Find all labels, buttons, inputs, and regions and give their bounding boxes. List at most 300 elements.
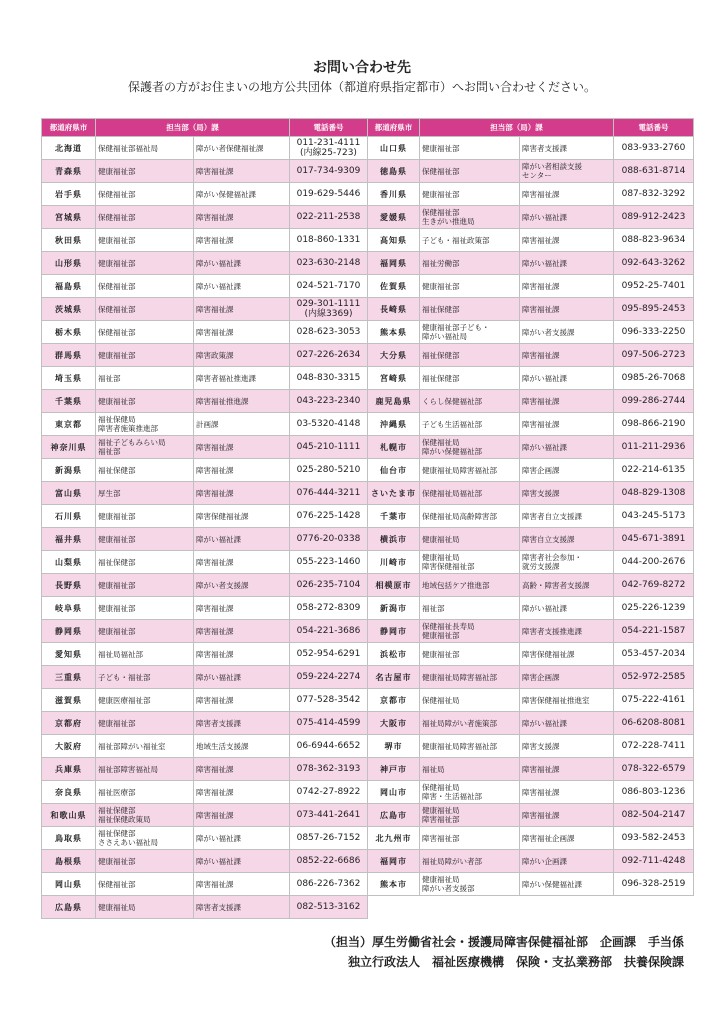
- cell-phone: 059-224-2274: [290, 666, 368, 689]
- cell-phone: 019-629-5446: [290, 183, 368, 206]
- cell-pref: 奈良県: [42, 781, 96, 804]
- empty-cell: [368, 896, 420, 919]
- cell-dept: 保健福祉局 障害・生活福祉部: [420, 781, 520, 804]
- cell-pref: 茨城県: [42, 298, 96, 321]
- cell-phone: 087-832-3292: [614, 183, 694, 206]
- cell-pref: さいたま市: [368, 482, 420, 505]
- table-row: [42, 390, 694, 413]
- header-pref-right: 都道府県市: [368, 119, 420, 137]
- cell-sect: 障害福祉課: [520, 758, 614, 781]
- cell-pref: 群馬県: [42, 344, 96, 367]
- table-row: [42, 896, 694, 919]
- cell-pref: 栃木県: [42, 321, 96, 344]
- cell-dept: 健康福祉部: [96, 850, 194, 873]
- cell-phone: 095-895-2453: [614, 298, 694, 321]
- cell-phone: 0742-27-8922: [290, 781, 368, 804]
- cell-pref: 北海道: [42, 137, 96, 160]
- cell-phone: 053-457-2034: [614, 643, 694, 666]
- cell-dept: くらし保健福祉部: [420, 390, 520, 413]
- cell-dept: 保健福祉部: [96, 873, 194, 896]
- cell-dept: 厚生部: [96, 482, 194, 505]
- cell-pref: 福岡市: [368, 850, 420, 873]
- table-row: [42, 413, 694, 436]
- cell-dept: 保健福祉部: [96, 321, 194, 344]
- table-row: [42, 275, 694, 298]
- cell-phone: 058-272-8309: [290, 597, 368, 620]
- cell-phone: 06-6208-8081: [614, 712, 694, 735]
- cell-pref: 青森県: [42, 160, 96, 183]
- cell-dept: 福祉労働部: [420, 252, 520, 275]
- cell-phone: 043-245-5173: [614, 505, 694, 528]
- cell-sect: 障害政策課: [194, 344, 290, 367]
- cell-phone: 0857-26-7152: [290, 827, 368, 850]
- cell-sect: 障害福祉課: [194, 160, 290, 183]
- cell-sect: 障がい福祉課: [520, 597, 614, 620]
- table-row: [42, 367, 694, 390]
- cell-phone: 075-222-4161: [614, 689, 694, 712]
- cell-pref: 相模原市: [368, 574, 420, 597]
- header-phone-right: 電話番号: [614, 119, 694, 137]
- cell-pref: 兵庫県: [42, 758, 96, 781]
- cell-pref: 岡山市: [368, 781, 420, 804]
- cell-pref: 香川県: [368, 183, 420, 206]
- cell-phone: 093-582-2453: [614, 827, 694, 850]
- cell-sect: 障がい福祉課: [194, 275, 290, 298]
- cell-pref: 埼玉県: [42, 367, 96, 390]
- cell-sect: 障がい福祉課: [520, 252, 614, 275]
- cell-dept: 健康福祉局 障害福祉部: [420, 804, 520, 827]
- cell-pref: 福島県: [42, 275, 96, 298]
- cell-pref: 広島県: [42, 896, 96, 919]
- cell-sect: 障害福祉課: [194, 643, 290, 666]
- table-row: [42, 643, 694, 666]
- cell-phone: 0852-22-6686: [290, 850, 368, 873]
- empty-cell: [614, 896, 694, 919]
- cell-dept: 福祉保健部: [420, 367, 520, 390]
- cell-sect: 障害福祉課: [520, 781, 614, 804]
- cell-phone: 073-441-2641: [290, 804, 368, 827]
- cell-phone: 025-280-5210: [290, 459, 368, 482]
- table-header-row: [42, 119, 694, 137]
- table-row: [42, 574, 694, 597]
- cell-sect: 障害者支援課: [520, 137, 614, 160]
- cell-dept: 福祉部障がい福祉室: [96, 735, 194, 758]
- cell-sect: 障害者支援課: [194, 712, 290, 735]
- cell-phone: 043-223-2340: [290, 390, 368, 413]
- table-row: [42, 298, 694, 321]
- cell-pref: 岡山県: [42, 873, 96, 896]
- cell-phone: 022-214-6135: [614, 459, 694, 482]
- cell-sect: 障害者自立支援課: [520, 505, 614, 528]
- cell-pref: 浜松市: [368, 643, 420, 666]
- cell-dept: 福祉保健部: [420, 344, 520, 367]
- cell-sect: 障害福祉課: [194, 436, 290, 459]
- cell-dept: 保健福祉局: [420, 689, 520, 712]
- cell-phone: 026-235-7104: [290, 574, 368, 597]
- cell-dept: 子ども・福祉政策部: [420, 229, 520, 252]
- cell-dept: 保健福祉部: [420, 160, 520, 183]
- cell-dept: 保健福祉長寿局 健康福祉部: [420, 620, 520, 643]
- cell-sect: 障害福祉企画課: [520, 827, 614, 850]
- cell-pref: 秋田県: [42, 229, 96, 252]
- cell-phone: 098-866-2190: [614, 413, 694, 436]
- cell-sect: 障がい保健福祉課: [520, 873, 614, 896]
- table-row: [42, 482, 694, 505]
- cell-phone: 054-221-1587: [614, 620, 694, 643]
- cell-pref: 富山県: [42, 482, 96, 505]
- cell-sect: 地域生活支援課: [194, 735, 290, 758]
- cell-phone: 029-301-1111 (内線3369): [290, 298, 368, 321]
- cell-sect: 高齢・障害者支援課: [520, 574, 614, 597]
- cell-phone: 044-200-2676: [614, 551, 694, 574]
- cell-phone: 078-362-3193: [290, 758, 368, 781]
- cell-dept: 保健福祉部福祉局: [96, 137, 194, 160]
- cell-dept: 福祉医療部: [96, 781, 194, 804]
- cell-pref: 長崎県: [368, 298, 420, 321]
- cell-phone: 03-5320-4148: [290, 413, 368, 436]
- table-row: [42, 137, 694, 160]
- cell-pref: 神奈川県: [42, 436, 96, 459]
- cell-phone: 017-734-9309: [290, 160, 368, 183]
- cell-sect: 障害福祉課: [520, 298, 614, 321]
- cell-dept: 健康福祉局障害福祉部: [420, 459, 520, 482]
- empty-cell: [420, 896, 520, 919]
- cell-dept: 福祉部: [96, 367, 194, 390]
- cell-phone: 025-226-1239: [614, 597, 694, 620]
- cell-dept: 健康福祉局障害福祉部: [420, 666, 520, 689]
- cell-dept: 障害福祉部: [420, 827, 520, 850]
- cell-phone: 076-225-1428: [290, 505, 368, 528]
- cell-phone: 075-414-4599: [290, 712, 368, 735]
- cell-dept: 福祉保健部 ささえあい福祉局: [96, 827, 194, 850]
- cell-dept: 福祉局障がい者施策部: [420, 712, 520, 735]
- table-row: [42, 735, 694, 758]
- table-row: [42, 321, 694, 344]
- cell-dept: 保健福祉部: [96, 275, 194, 298]
- cell-pref: 仙台市: [368, 459, 420, 482]
- table-row: [42, 666, 694, 689]
- table-row: [42, 344, 694, 367]
- cell-pref: 愛知県: [42, 643, 96, 666]
- cell-sect: 障がい福祉課: [194, 252, 290, 275]
- cell-pref: 山口県: [368, 137, 420, 160]
- cell-sect: 障がい者相談支援 センター: [520, 160, 614, 183]
- cell-pref: 山形県: [42, 252, 96, 275]
- cell-phone: 077-528-3542: [290, 689, 368, 712]
- header-phone-left: 電話番号: [290, 119, 368, 137]
- cell-dept: 健康福祉局障害福祉部: [420, 735, 520, 758]
- cell-sect: 障がい企画課: [520, 850, 614, 873]
- cell-phone: 092-711-4248: [614, 850, 694, 873]
- cell-dept: 健康福祉部: [96, 344, 194, 367]
- cell-phone: 088-823-9634: [614, 229, 694, 252]
- cell-phone: 096-333-2250: [614, 321, 694, 344]
- cell-pref: 佐賀県: [368, 275, 420, 298]
- table-row: [42, 689, 694, 712]
- cell-pref: 徳島県: [368, 160, 420, 183]
- cell-sect: 障害保健福祉課: [194, 505, 290, 528]
- table-row: [42, 229, 694, 252]
- cell-dept: 保健福祉局 障がい保健福祉部: [420, 436, 520, 459]
- cell-dept: 健康福祉部: [96, 160, 194, 183]
- cell-sect: 障害福祉課: [520, 183, 614, 206]
- cell-sect: 障害福祉課: [194, 758, 290, 781]
- page-title: お問い合わせ先: [313, 60, 411, 76]
- cell-sect: 障がい保健福祉課: [194, 183, 290, 206]
- cell-sect: 障害福祉課: [520, 413, 614, 436]
- cell-pref: 島根県: [42, 850, 96, 873]
- cell-pref: 沖縄県: [368, 413, 420, 436]
- cell-pref: 石川県: [42, 505, 96, 528]
- table-row: [42, 252, 694, 275]
- cell-phone: 082-513-3162: [290, 896, 368, 919]
- cell-pref: 堺市: [368, 735, 420, 758]
- cell-pref: 宮城県: [42, 206, 96, 229]
- cell-pref: 熊本県: [368, 321, 420, 344]
- cell-pref: 川崎市: [368, 551, 420, 574]
- cell-phone: 097-506-2723: [614, 344, 694, 367]
- cell-pref: 静岡県: [42, 620, 96, 643]
- cell-dept: 健康福祉部: [96, 712, 194, 735]
- cell-sect: 障害者支援推進課: [520, 620, 614, 643]
- table-row: [42, 597, 694, 620]
- table-row: [42, 551, 694, 574]
- cell-pref: 北九州市: [368, 827, 420, 850]
- cell-sect: 障害福祉課: [520, 229, 614, 252]
- cell-sect: 障がい福祉課: [194, 827, 290, 850]
- cell-dept: 健康福祉部: [96, 505, 194, 528]
- cell-dept: 健康福祉部子ども・ 障がい福祉局: [420, 321, 520, 344]
- cell-dept: 保健福祉局高齢障害部: [420, 505, 520, 528]
- cell-phone: 072-228-7411: [614, 735, 694, 758]
- cell-sect: 障害福祉課: [520, 275, 614, 298]
- cell-phone: 018-860-1331: [290, 229, 368, 252]
- cell-pref: 新潟市: [368, 597, 420, 620]
- cell-pref: 福岡県: [368, 252, 420, 275]
- cell-phone: 0776-20-0338: [290, 528, 368, 551]
- cell-sect: 障害福祉課: [194, 597, 290, 620]
- cell-phone: 092-643-3262: [614, 252, 694, 275]
- header-dept-right: 担当部（局）課: [420, 119, 614, 137]
- cell-dept: 健康福祉部: [96, 390, 194, 413]
- cell-phone: 042-769-8272: [614, 574, 694, 597]
- cell-dept: 子ども生活福祉部: [420, 413, 520, 436]
- cell-dept: 福祉局障がい者部: [420, 850, 520, 873]
- cell-pref: 大阪府: [42, 735, 96, 758]
- cell-pref: 横浜市: [368, 528, 420, 551]
- cell-sect: 障害福祉課: [194, 620, 290, 643]
- cell-dept: 健康福祉局 障害保健福祉部: [420, 551, 520, 574]
- cell-dept: 健康福祉局: [420, 528, 520, 551]
- cell-sect: 障害福祉課: [520, 804, 614, 827]
- table-row: [42, 620, 694, 643]
- cell-pref: 長野県: [42, 574, 96, 597]
- cell-dept: 福祉子どもみらい局 福祉部: [96, 436, 194, 459]
- cell-sect: 障害福祉課: [194, 781, 290, 804]
- cell-sect: 障害者社会参加・ 就労支援課: [520, 551, 614, 574]
- cell-pref: 名古屋市: [368, 666, 420, 689]
- cell-sect: 障害者支援課: [194, 896, 290, 919]
- cell-phone: 028-623-3053: [290, 321, 368, 344]
- cell-pref: 大分県: [368, 344, 420, 367]
- cell-sect: 障害福祉課: [194, 229, 290, 252]
- cell-phone: 024-521-7170: [290, 275, 368, 298]
- cell-phone: 082-504-2147: [614, 804, 694, 827]
- cell-sect: 障害支援課: [520, 735, 614, 758]
- cell-dept: 福祉保健部: [96, 551, 194, 574]
- cell-phone: 06-6944-6652: [290, 735, 368, 758]
- contact-table: [41, 118, 694, 919]
- cell-dept: 保健福祉部: [96, 183, 194, 206]
- cell-sect: 障がい福祉課: [520, 436, 614, 459]
- cell-phone: 089-912-2423: [614, 206, 694, 229]
- cell-dept: 保健福祉部 生きがい推進局: [420, 206, 520, 229]
- cell-phone: 055-223-1460: [290, 551, 368, 574]
- cell-dept: 健康福祉部: [96, 229, 194, 252]
- cell-sect: 障害福祉課: [194, 321, 290, 344]
- cell-sect: 障害福祉課: [194, 873, 290, 896]
- cell-phone: 048-829-1308: [614, 482, 694, 505]
- header-pref-left: 都道府県市: [42, 119, 96, 137]
- cell-sect: 障がい者保健福祉課: [194, 137, 290, 160]
- cell-pref: 和歌山県: [42, 804, 96, 827]
- cell-dept: 健康福祉部: [420, 643, 520, 666]
- cell-phone: 045-210-1111: [290, 436, 368, 459]
- cell-pref: 大阪市: [368, 712, 420, 735]
- cell-dept: 福祉局: [420, 758, 520, 781]
- cell-pref: 岐阜県: [42, 597, 96, 620]
- cell-dept: 子ども・福祉部: [96, 666, 194, 689]
- cell-sect: 障害保健福祉課: [520, 643, 614, 666]
- table-row: [42, 850, 694, 873]
- cell-phone: 011-211-2936: [614, 436, 694, 459]
- table-row: [42, 827, 694, 850]
- cell-dept: 福祉部障害福祉局: [96, 758, 194, 781]
- cell-dept: 健康福祉部: [96, 528, 194, 551]
- cell-pref: 岩手県: [42, 183, 96, 206]
- table-row: [42, 712, 694, 735]
- table-row: [42, 183, 694, 206]
- table-row: [42, 206, 694, 229]
- cell-pref: 京都市: [368, 689, 420, 712]
- cell-sect: 障害福祉課: [194, 206, 290, 229]
- cell-phone: 054-221-3686: [290, 620, 368, 643]
- cell-phone: 086-803-1236: [614, 781, 694, 804]
- table-row: [42, 528, 694, 551]
- cell-dept: 福祉保健部: [420, 298, 520, 321]
- cell-dept: 健康福祉部: [420, 137, 520, 160]
- cell-sect: 障害福祉課: [194, 689, 290, 712]
- cell-phone: 052-954-6291: [290, 643, 368, 666]
- cell-phone: 083-933-2760: [614, 137, 694, 160]
- cell-phone: 027-226-2634: [290, 344, 368, 367]
- cell-phone: 022-211-2538: [290, 206, 368, 229]
- cell-phone: 078-322-6579: [614, 758, 694, 781]
- cell-sect: 障がい福祉課: [520, 367, 614, 390]
- cell-sect: 障がい福祉課: [520, 712, 614, 735]
- cell-sect: 計画課: [194, 413, 290, 436]
- cell-pref: 静岡市: [368, 620, 420, 643]
- cell-pref: 福井県: [42, 528, 96, 551]
- cell-sect: 障害福祉課: [194, 298, 290, 321]
- cell-phone: 0952-25-7401: [614, 275, 694, 298]
- cell-sect: 障がい者支援課: [520, 321, 614, 344]
- cell-sect: 障害福祉課: [194, 459, 290, 482]
- cell-dept: 地域包括ケア推進部: [420, 574, 520, 597]
- cell-phone: 096-328-2519: [614, 873, 694, 896]
- cell-dept: 健康福祉部: [96, 597, 194, 620]
- cell-dept: 健康福祉部: [420, 183, 520, 206]
- cell-dept: 健康福祉部: [420, 275, 520, 298]
- cell-sect: 障害自立支援課: [520, 528, 614, 551]
- cell-sect: 障害福祉推進課: [194, 390, 290, 413]
- cell-dept: 健康医療福祉部: [96, 689, 194, 712]
- cell-dept: 福祉部: [420, 597, 520, 620]
- cell-sect: 障がい福祉課: [194, 850, 290, 873]
- cell-pref: 東京都: [42, 413, 96, 436]
- cell-pref: 新潟県: [42, 459, 96, 482]
- table-body: [42, 137, 694, 919]
- contact-table-wrapper: [41, 118, 693, 919]
- cell-sect: 障害企画課: [520, 459, 614, 482]
- cell-sect: 障がい者支援課: [194, 574, 290, 597]
- cell-pref: 鹿児島県: [368, 390, 420, 413]
- table-row: [42, 804, 694, 827]
- cell-sect: 障害福祉課: [194, 804, 290, 827]
- cell-phone: 023-630-2148: [290, 252, 368, 275]
- table-row: [42, 459, 694, 482]
- cell-phone: 099-286-2744: [614, 390, 694, 413]
- footer-contact-line2: 独立行政法人 福祉医療機構 保険・支払業務部 扶養保険課: [347, 955, 684, 969]
- cell-phone: 011-231-4111 (内線25-723): [290, 137, 368, 160]
- footer-contact-line1: （担当）厚生労働省社会・援護局障害保健福祉部 企画課 手当係: [323, 935, 684, 949]
- cell-sect: 障害支援課: [520, 482, 614, 505]
- page-subtitle: 保護者の方がお住まいの地方公共団体（都道府県指定都市）へお問い合わせください。: [127, 80, 596, 94]
- cell-pref: 愛媛県: [368, 206, 420, 229]
- header-dept-left: 担当部（局）課: [96, 119, 290, 137]
- cell-dept: 保健福祉部: [96, 206, 194, 229]
- cell-sect: 障害者福祉推進課: [194, 367, 290, 390]
- cell-phone: 086-226-7362: [290, 873, 368, 896]
- cell-dept: 健康福祉部: [96, 252, 194, 275]
- cell-dept: 健康福祉局: [96, 896, 194, 919]
- table-row: [42, 873, 694, 896]
- cell-sect: 障がい福祉課: [194, 666, 290, 689]
- cell-pref: 京都府: [42, 712, 96, 735]
- cell-dept: 保健福祉局福祉部: [420, 482, 520, 505]
- cell-pref: 三重県: [42, 666, 96, 689]
- cell-pref: 滋賀県: [42, 689, 96, 712]
- cell-pref: 神戸市: [368, 758, 420, 781]
- cell-phone: 088-631-8714: [614, 160, 694, 183]
- cell-pref: 千葉市: [368, 505, 420, 528]
- cell-phone: 048-830-3315: [290, 367, 368, 390]
- cell-phone: 076-444-3211: [290, 482, 368, 505]
- cell-dept: 健康福祉部: [96, 574, 194, 597]
- cell-dept: 健康福祉部: [96, 620, 194, 643]
- cell-dept: 福祉保健部: [96, 459, 194, 482]
- cell-dept: 福祉保健局 障害者施策推進部: [96, 413, 194, 436]
- cell-dept: 健康福祉局 障がい者支援部: [420, 873, 520, 896]
- empty-cell: [520, 896, 614, 919]
- cell-dept: 福祉局福祉部: [96, 643, 194, 666]
- cell-sect: 障害福祉課: [520, 344, 614, 367]
- cell-dept: 保健福祉部: [96, 298, 194, 321]
- cell-pref: 広島市: [368, 804, 420, 827]
- cell-pref: 山梨県: [42, 551, 96, 574]
- cell-sect: 障害保健福祉推進室: [520, 689, 614, 712]
- table-row: [42, 758, 694, 781]
